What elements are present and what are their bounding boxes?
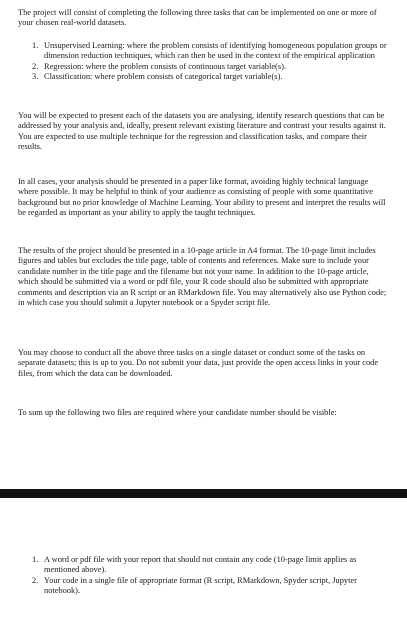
sum-text: To sum up the following two files are required where your candidate number should be visible:: [18, 408, 337, 417]
sum-paragraph: [18, 408, 390, 418]
cases-text: In all cases, your analysis should be presented in a paper like format, avoiding highly technical language where possible. It may be helpful to think of your audience as consisting of people with some quantitative background but no prior knowledge of Machine Learning. Your ability to present and interpret the results will be regarded as important as your ability to apply the taught techniques.: [18, 177, 386, 218]
present-paragraph: [18, 111, 390, 153]
task-number: 1.: [32, 41, 39, 50]
results-text: The results of the project should be presented in a 10-page article in A4 format. The 10-page limit includes figures and tables but excludes the title page, table of contents and references. Make sure to include your candidate number in the title page and the filename but not your name. In addition to the 10-page article, which should be submitted via a word or pdf file, your R code should also be submitted with appropriate comments and description via an R script or an RMarkdown file. You may alternatively also use Python code; in which case you should submit a Jupyter notebook or a Spyder script file.: [18, 246, 387, 308]
task-item: [18, 62, 390, 72]
file-number: 1.: [32, 555, 39, 564]
tasks-list: [18, 41, 390, 83]
task-number: 2.: [32, 61, 39, 71]
file-item: [18, 576, 390, 597]
file-text: A word or pdf file with your report that should not contain any code (10-page limit applies as mentioned above).: [44, 555, 357, 575]
present-text: You will be expected to present each of the datasets you are analysing, identify research questions that can be addressed by your analysis and, ideally, present relevant existing literature and contrast your results against it. You are expected to use multiple technique for the regression and classification tasks, and compare their results.: [18, 111, 386, 152]
file-number: 2.: [32, 575, 39, 585]
tasks-list-block: [18, 41, 390, 83]
file-item: [18, 555, 390, 576]
task-text: Regression: where the problem consists of continuous target variable(s).: [44, 61, 286, 71]
task-item: [18, 41, 390, 62]
files-list: [18, 555, 390, 597]
task-text: Unsupervised Learning: where the problem consists of identifying homogeneous population groups or dimension reduction techniques, which can then be used in the context of the empirical application: [44, 41, 387, 61]
file-text: Your code in a single file of appropriate format (R script, RMarkdown, Spyder script, Jupyter notebook).: [44, 575, 357, 596]
task-item: [18, 72, 390, 82]
files-list-block: [18, 555, 390, 597]
choose-paragraph: [18, 348, 390, 379]
cases-paragraph: [18, 177, 390, 219]
results-paragraph: [18, 246, 390, 308]
task-text: Classification: where problem consists of categorical target variable(s).: [44, 72, 283, 82]
task-number: 3.: [32, 72, 39, 82]
intro-text: The project will consist of completing the following three tasks that can be implemented on one or more of your chosen real-world datasets.: [18, 8, 377, 28]
intro-paragraph: [18, 8, 390, 29]
choose-text: You may choose to conduct all the above three tasks on a single dataset or conduct some of the tasks on separate datasets; this is up to you. Do not submit your data, just provide the open access links in your code files, from which the data can be downloaded.: [18, 348, 379, 378]
page-break-bar: [0, 489, 407, 498]
